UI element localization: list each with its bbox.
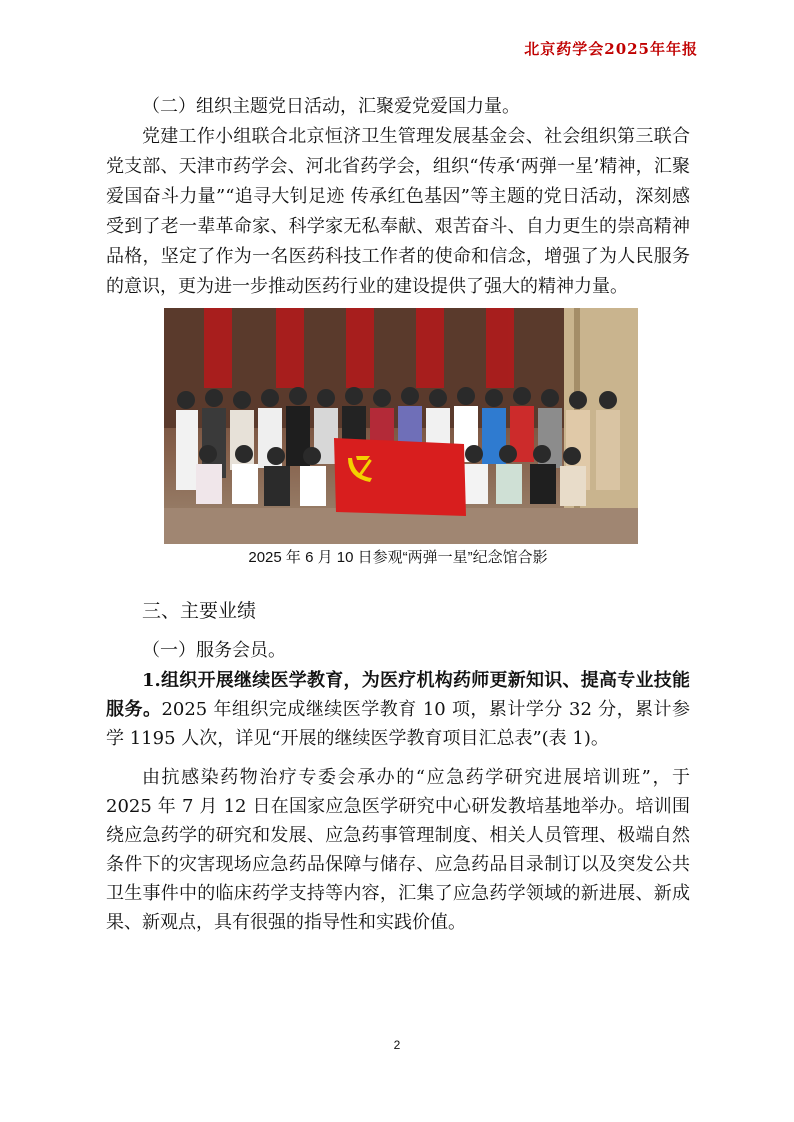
section-heading-party-activity: （二）组织主题党日活动，汇聚爱党爱国力量。 xyxy=(142,96,520,117)
training-paragraph: 由抗感染药物治疗专委会承办的“应急药学研究进展培训班”，于 2025 年 7 月 12 日在国家应急医学研究中心研发教培基地举办。培训围绕应急药学的研究和发展、应急药事管理制度、相关人员管理、极端自然条件下的灾害现场应急药品保障与储存、应急药品目录制订以及突发公共卫生事件中的临床药学支持等内容，汇集了应急药学领域的新进展、新成果、新观点，具有很强的指导性和实践价值。 xyxy=(106,767,690,933)
photo-caption: 2025 年 6 月 10 日参观“两弹一星”纪念馆合影 xyxy=(248,549,548,566)
party-activity-paragraph: 党建工作小组联合北京恒济卫生管理发展基金会、社会组织第三联合党支部、天津市药学会、河北省药学会，组织“传承‘两弹一星’精神，汇聚爱国奋斗力量”“追寻大钊足迹 传承红色基因”等主题的党日活动，深刻感受到了老一辈革命家、科学家无私奉献、艰苦奋斗、自力更生的崇高精神品格，坚定了作为一名医药科技工作者的使命和信念，增强了为人民服务的意识，更为进一步推动医药行业的建设提供了强大的精神力量。 xyxy=(106,126,690,297)
subsection-heading-serve-members: （一）服务会员。 xyxy=(142,640,286,661)
report-header: 北京药学会2025年年报 xyxy=(524,40,698,58)
item1-bold-lead: 1.组织开展继续医学教育，为医疗机构药师更新知识、提高专业技能服务。 xyxy=(106,670,690,720)
group-photo-illustration xyxy=(164,308,638,544)
item1-paragraph xyxy=(106,666,690,753)
group-photo xyxy=(164,308,638,544)
page-content xyxy=(106,92,690,937)
page-number: 2 xyxy=(393,1038,401,1052)
item1-text: 2025 年组织完成继续医学教育 10 项，累计学分 32 分，累计参学 1195 人次，详见“开展的继续医学教育项目汇总表”(表 1)。 xyxy=(106,699,691,749)
section-heading-main-achievements: 三、主要业绩 xyxy=(142,600,257,622)
